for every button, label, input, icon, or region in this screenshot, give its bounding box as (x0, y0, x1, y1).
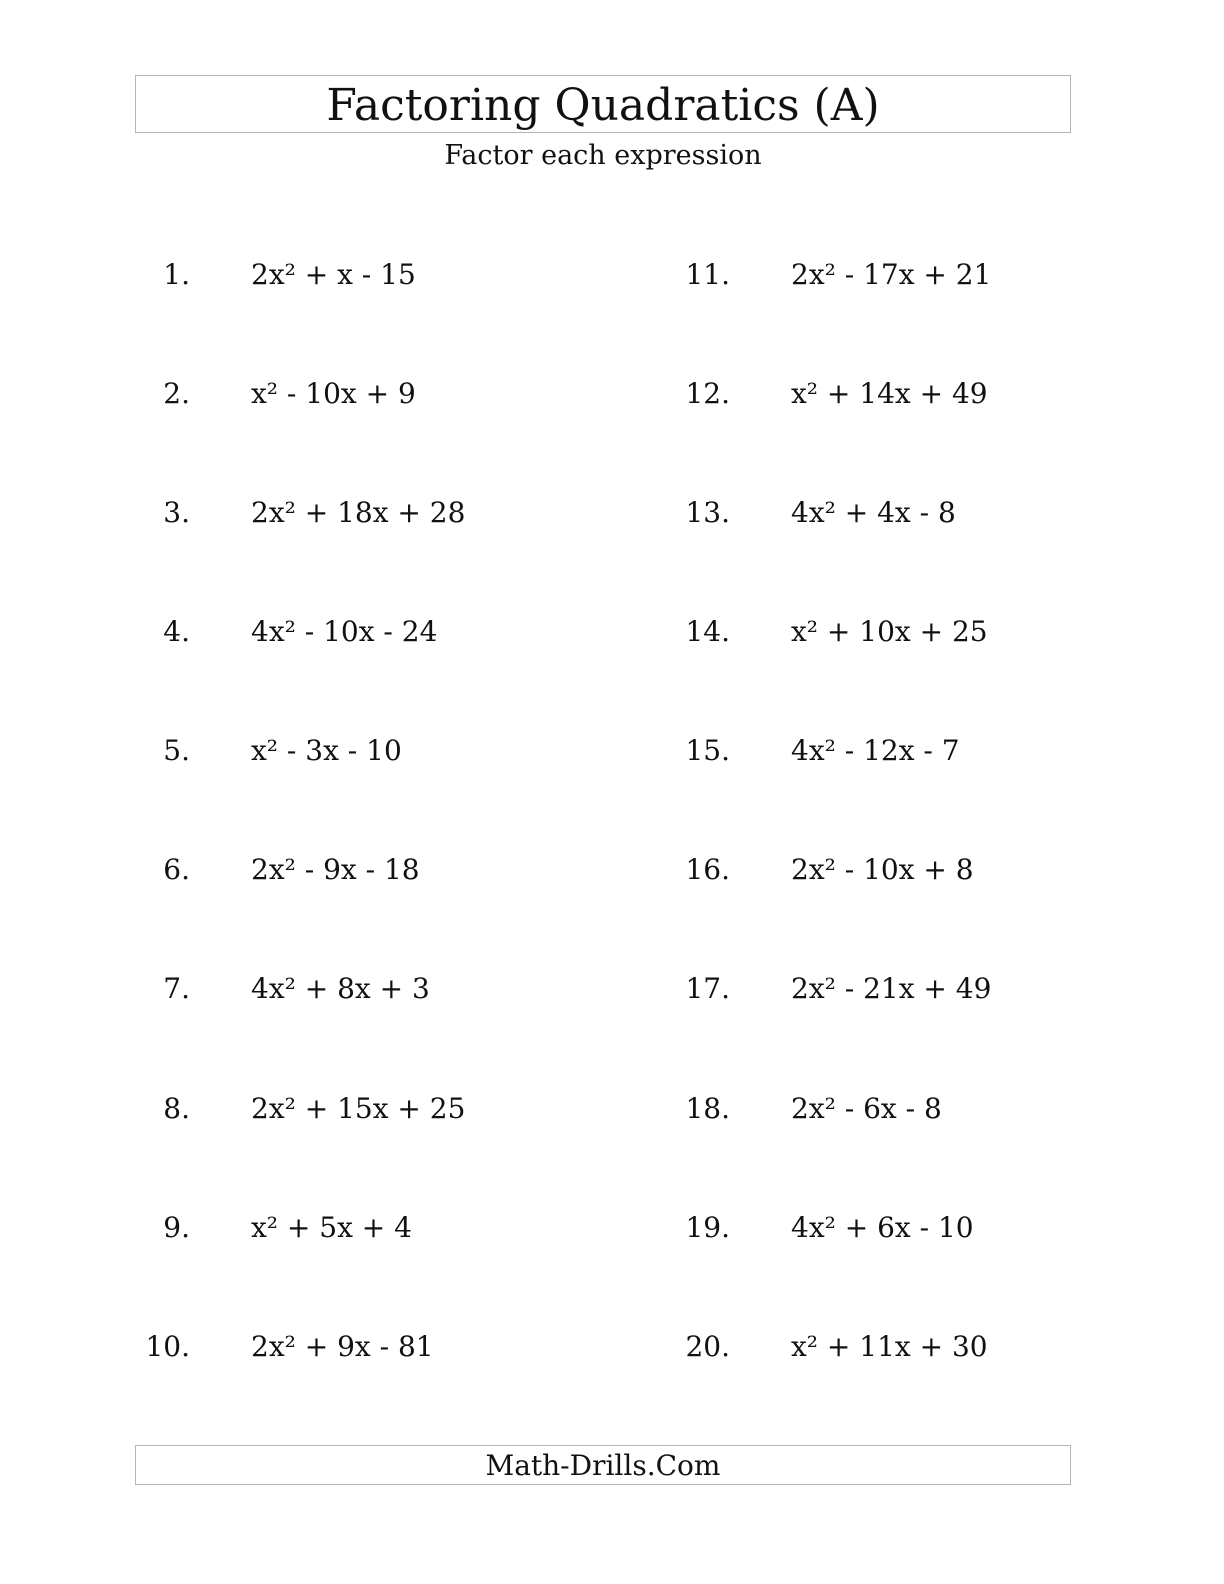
problem-expression: 2x² + 9x - 81 (251, 1330, 434, 1363)
problem-number: 3. (163, 496, 190, 529)
problem-expression: 2x² - 10x + 8 (791, 853, 974, 886)
problem-number: 1. (163, 258, 190, 291)
problem-number: 6. (163, 853, 190, 886)
problem-expression: 2x² + 18x + 28 (251, 496, 466, 529)
problem-expression: x² - 10x + 9 (251, 377, 416, 410)
problem-expression: x² + 14x + 49 (791, 377, 988, 410)
problem-number: 11. (685, 258, 730, 291)
problem-number: 15. (685, 734, 730, 767)
problem-expression: 4x² + 8x + 3 (251, 972, 430, 1005)
problem-number: 12. (685, 377, 730, 410)
problem-expression: x² + 5x + 4 (251, 1211, 412, 1244)
problem-number: 8. (163, 1092, 190, 1125)
problem-expression: 4x² + 4x - 8 (791, 496, 956, 529)
problem-number: 9. (163, 1211, 190, 1244)
problem-expression: 4x² - 12x - 7 (791, 734, 960, 767)
problem-number: 18. (685, 1092, 730, 1125)
problem-expression: 2x² - 21x + 49 (791, 972, 992, 1005)
problem-number: 16. (685, 853, 730, 886)
problem-number: 13. (685, 496, 730, 529)
problem-expression: 2x² - 17x + 21 (791, 258, 992, 291)
footer-credit: Math-Drills.Com (485, 1449, 721, 1482)
problem-expression: 2x² - 9x - 18 (251, 853, 420, 886)
problem-expression: x² - 3x - 10 (251, 734, 402, 767)
problem-expression: x² + 11x + 30 (791, 1330, 988, 1363)
problem-number: 7. (163, 972, 190, 1005)
page-title: Factoring Quadratics (A) (326, 80, 880, 131)
problem-expression: 2x² + x - 15 (251, 258, 416, 291)
problem-number: 2. (163, 377, 190, 410)
problem-expression: 4x² + 6x - 10 (791, 1211, 974, 1244)
instructions: Factor each expression (444, 140, 762, 171)
problem-number: 5. (163, 734, 190, 767)
problem-number: 14. (685, 615, 730, 648)
problem-number: 17. (685, 972, 730, 1005)
problem-number: 20. (685, 1330, 730, 1363)
problem-expression: 4x² - 10x - 24 (251, 615, 438, 648)
problem-expression: 2x² + 15x + 25 (251, 1092, 466, 1125)
problem-expression: 2x² - 6x - 8 (791, 1092, 942, 1125)
problem-number: 10. (145, 1330, 190, 1363)
problem-number: 19. (685, 1211, 730, 1244)
problem-expression: x² + 10x + 25 (791, 615, 988, 648)
problem-number: 4. (163, 615, 190, 648)
